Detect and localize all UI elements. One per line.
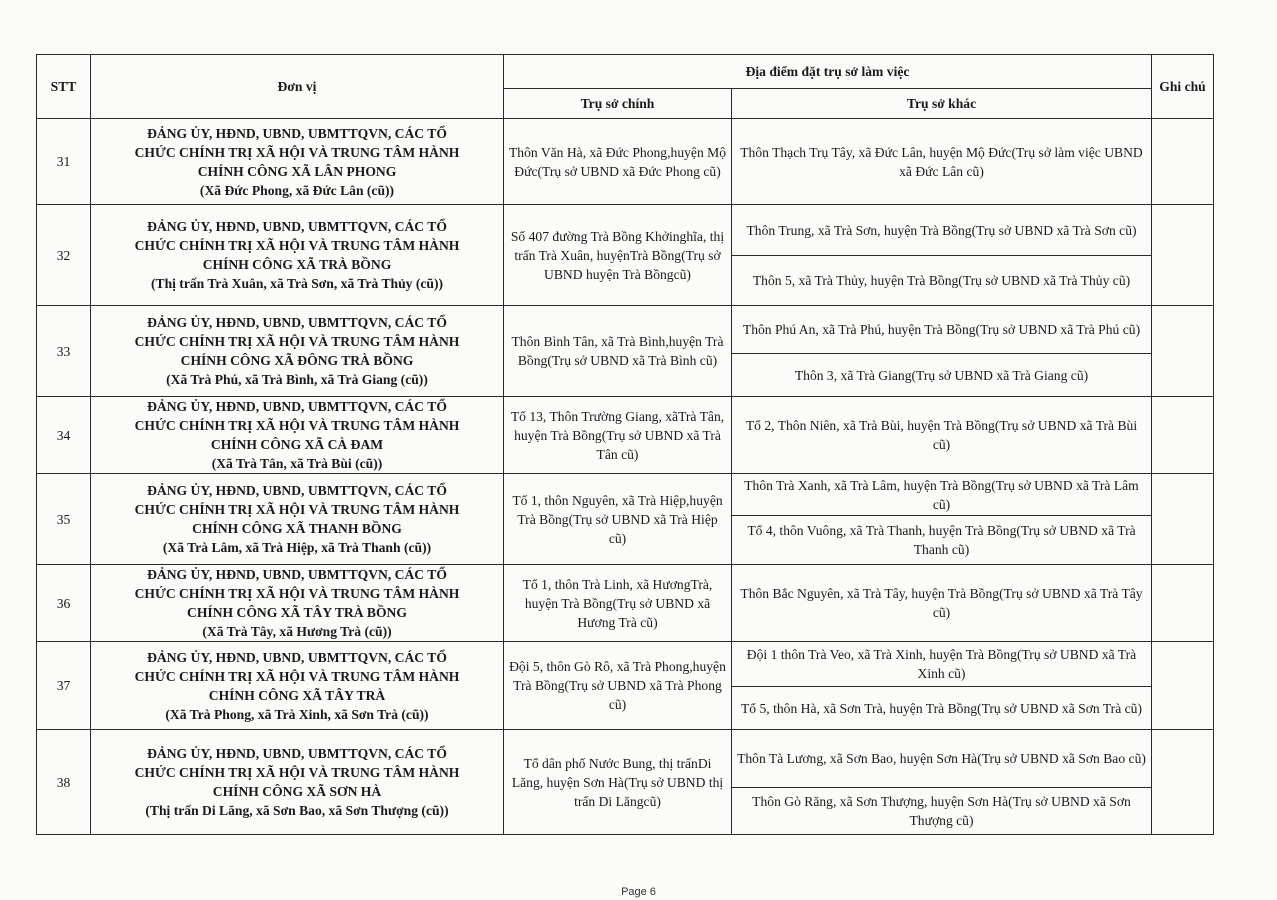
text-line: CHÍNH CÔNG XÃ LÂN PHONG — [197, 163, 397, 179]
row-main-office — [504, 397, 732, 474]
row-stt: 31 — [37, 119, 91, 205]
text-line: ĐẢNG ỦY, HĐND, UBND, UBMTTQVN, CÁC TỔ — [147, 125, 447, 141]
text-line: Trà Tân, huyện Trà Bồng — [514, 408, 725, 443]
text-line: CHÍNH CÔNG XÃ TRÀ BỒNG — [202, 257, 392, 272]
row-other-office — [732, 687, 1152, 730]
text-line: CHỨC CHÍNH TRỊ XÃ HỘI VÀ TRUNG TÂM HÀNH — [134, 418, 460, 433]
office-locations-table — [36, 54, 1214, 835]
text-line: huyện Trà Bồng — [517, 492, 723, 527]
row-other-office — [732, 354, 1152, 397]
row-unit — [91, 474, 504, 565]
text-line: Di Lăng, huyện Sơn Hà — [511, 755, 712, 790]
text-line: (Trụ sở UBND xã Trà Tây cũ) — [932, 586, 1143, 620]
text-line: ĐẢNG ỦY, HĐND, UBND, UBMTTQVN, CÁC TỔ — [147, 746, 447, 761]
row-main-office — [504, 642, 732, 730]
text-line: Tổ dân phố Nước Bung, thị trấn — [523, 755, 698, 771]
row-unit — [91, 730, 504, 835]
text-line: Thôn Trung, xã Trà Sơn, huyện Trà Bồng — [746, 222, 972, 238]
text-line: Tổ 2, Thôn Niên, xã Trà Bùi, huyện Trà Bồng — [745, 418, 995, 433]
table-row — [37, 565, 1214, 642]
text-line: (Xã Trà Tây, xã Hương Trà (cũ)) — [202, 624, 392, 639]
text-line: (Trụ sở UBND xã Trà Tân cũ) — [596, 427, 721, 462]
row-unit — [91, 205, 504, 306]
row-main-office — [504, 306, 732, 397]
text-line: (Xã Trà Lâm, xã Trà Hiệp, xã Trà Thanh (cũ)) — [162, 540, 432, 555]
text-line: cũ) — [643, 793, 661, 809]
table-row — [37, 119, 1214, 205]
table-row — [37, 397, 1214, 474]
header-other-office: Trụ sở khác — [732, 89, 1152, 119]
text-line: Thôn Tà Lương, xã Sơn Bao, huyện Sơn Hà — [737, 751, 978, 766]
page-number: Page 6 — [621, 886, 656, 898]
text-line: Thôn 5, xã Trà Thủy, huyện Trà Bồng — [752, 273, 959, 288]
row-other-office — [732, 256, 1152, 306]
row-unit — [91, 119, 504, 205]
text-line: Thôn Thạch Trụ Tây, xã Đức Lân, huyện Mộ Đức — [740, 144, 1012, 160]
row-other-office — [732, 565, 1152, 642]
row-other-office — [732, 119, 1152, 205]
row-stt: 34 — [37, 397, 91, 474]
text-line: CHÍNH CÔNG XÃ CÀ ĐAM — [210, 437, 384, 452]
text-line: CHỨC CHÍNH TRỊ XÃ HỘI VÀ TRUNG TÂM HÀNH — [134, 502, 460, 517]
row-main-office — [504, 730, 732, 835]
text-line: (Trụ sở UBND xã Hương Trà cũ) — [577, 595, 711, 630]
row-unit — [91, 397, 504, 474]
text-line: (Trụ sở UBND xã Trà Thanh cũ) — [913, 523, 1136, 557]
row-stt: 36 — [37, 565, 91, 642]
table-row — [37, 730, 1214, 788]
text-line: CHÍNH CÔNG XÃ ĐÔNG TRÀ BỒNG — [180, 353, 414, 368]
text-line: CHÍNH CÔNG XÃ SƠN HÀ — [212, 784, 382, 799]
text-line: Thôn Trà Xanh, xã Trà Lâm, huyện Trà Bồng — [744, 477, 992, 493]
text-line: CHỨC CHÍNH TRỊ XÃ HỘI VÀ TRUNG TÂM HÀNH — [134, 765, 460, 780]
text-line: Trà Bồng — [629, 247, 682, 263]
header-main-office: Trụ sở chính — [504, 89, 732, 119]
row-note — [1152, 730, 1214, 835]
text-line: nghĩa, thị trấn Trà Xuân, huyện — [514, 228, 725, 263]
row-unit — [91, 642, 504, 730]
text-line: ĐẢNG ỦY, HĐND, UBND, UBMTTQVN, CÁC TỔ — [147, 649, 447, 665]
table-row — [37, 642, 1214, 687]
text-line: Tổ 1, thôn Nguyên, xã Trà Hiệp, — [512, 492, 690, 508]
text-line: (Trụ sở UBND xã Trà Xinh cũ) — [917, 647, 1137, 681]
table-row — [37, 205, 1214, 256]
text-line: (Trụ sở UBND thị trấn Di Lăng — [574, 774, 724, 809]
table-body — [37, 119, 1214, 835]
row-other-office — [732, 474, 1152, 516]
text-line: ĐẢNG ỦY, HĐND, UBND, UBMTTQVN, CÁC TỔ — [147, 315, 447, 330]
row-other-office — [732, 516, 1152, 565]
text-line: Trà, huyện Trà Bồng — [524, 576, 713, 611]
text-line: CHÍNH CÔNG XÃ TÂY TRÀ — [208, 687, 386, 703]
text-line: huyện Trà Bồng — [513, 659, 726, 693]
text-line: Thôn Bình Tân, xã Trà Bình, — [511, 334, 669, 349]
text-line: Thôn Gò Răng, xã Sơn Thượng, huyện Sơn Hà — [752, 794, 1009, 809]
row-main-office — [504, 119, 732, 205]
text-line: (Thị trấn Trà Xuân, xã Trà Sơn, xã Trà Thủy (cũ)) — [150, 276, 444, 291]
row-stt: 35 — [37, 474, 91, 565]
text-line: CHỨC CHÍNH TRỊ XÃ HỘI VÀ TRUNG TÂM HÀNH — [134, 586, 460, 601]
text-line: CHỨC CHÍNH TRỊ XÃ HỘI VÀ TRUNG TÂM HÀNH — [134, 144, 460, 160]
text-line: (Thị trấn Di Lăng, xã Sơn Bao, xã Sơn Thượng (cũ)) — [145, 803, 449, 818]
row-stt: 32 — [37, 205, 91, 306]
text-line: (Trụ sở UBND xã Sơn Thượng cũ) — [909, 794, 1131, 828]
text-line: (Trụ sở UBND xã Trà Bình cũ) — [547, 353, 718, 368]
text-line: huyện Mộ Đức — [514, 144, 727, 179]
text-line: ĐẢNG ỦY, HĐND, UBND, UBMTTQVN, CÁC TỔ — [147, 219, 447, 234]
text-line: Thôn Bắc Nguyên, xã Trà Tây, huyện Trà Bồng — [740, 586, 1000, 601]
row-stt: 37 — [37, 642, 91, 730]
text-line: cũ) — [673, 266, 691, 282]
text-line: Thôn 3, xã Trà Giang — [794, 367, 912, 383]
text-line: (Trụ sở UBND xã Trà Giang cũ) — [911, 367, 1089, 383]
text-line: huyện Trà Bồng — [517, 334, 724, 368]
row-note — [1152, 119, 1214, 205]
text-line: CHỨC CHÍNH TRỊ XÃ HỘI VÀ TRUNG TÂM HÀNH — [134, 668, 460, 684]
text-line: ĐẢNG ỦY, HĐND, UBND, UBMTTQVN, CÁC TỔ — [147, 567, 447, 582]
text-line: CHÍNH CÔNG XÃ THANH BỒNG — [192, 521, 402, 536]
row-unit — [91, 306, 504, 397]
text-line: Tổ 5, thôn Hà, xã Sơn Trà, huyện Trà Bồng — [741, 700, 978, 716]
text-line: Thôn Phú An, xã Trà Phú, huyện Trà Bồng — [742, 322, 976, 337]
row-main-office — [504, 565, 732, 642]
text-line: (Trụ sở UBND xã Trà Bùi cũ) — [932, 418, 1138, 452]
row-other-office — [732, 205, 1152, 256]
text-line: (Xã Đức Phong, xã Đức Lân (cũ)) — [199, 182, 395, 198]
row-stt: 33 — [37, 306, 91, 397]
text-line: Tổ 4, thôn Vuông, xã Trà Thanh, huyện Trà Bồng — [747, 523, 1017, 538]
text-line: (Trụ sở UBND huyện Trà Bồng — [544, 247, 721, 282]
text-line: (Trụ sở UBND xã Đức Phong cũ) — [537, 163, 721, 179]
table-row — [37, 474, 1214, 516]
header-note: Ghi chú — [1152, 55, 1214, 119]
text-line: Tổ 1, thôn Trà Linh, xã Hương — [522, 576, 691, 592]
row-main-office — [504, 205, 732, 306]
text-line: (Trụ sở UBND xã Sơn Trà cũ) — [977, 700, 1142, 716]
row-main-office — [504, 474, 732, 565]
text-line: (Trụ sở làm việc UBND xã Đức Lân cũ) — [899, 144, 1143, 179]
text-line: (Trụ sở UBND xã Trà Thủy cũ) — [958, 273, 1131, 288]
header-unit: Đơn vị — [91, 55, 504, 119]
text-line: Đội 1 thôn Trà Veo, xã Trà Xinh, huyện Trà Bồng — [746, 647, 1017, 662]
text-line: CHÍNH CÔNG XÃ TÂY TRÀ BỒNG — [187, 605, 407, 620]
row-other-office — [732, 397, 1152, 474]
text-line: Số 407 đường Trà Bồng Khởi — [510, 228, 673, 244]
text-line: Đội 5, thôn Gò Rô, xã Trà Phong, — [509, 659, 693, 674]
header-location: Địa điểm đặt trụ sở làm việc — [504, 55, 1152, 89]
text-line: (Trụ sở UBND xã Trà Phong cũ) — [564, 678, 722, 712]
text-line: (Trụ sở UBND xã Trà Phú cũ) — [975, 322, 1141, 337]
text-line: CHỨC CHÍNH TRỊ XÃ HỘI VÀ TRUNG TÂM HÀNH — [134, 238, 460, 253]
row-unit — [91, 565, 504, 642]
row-other-office — [732, 788, 1152, 835]
text-line: ĐẢNG ỦY, HĐND, UBND, UBMTTQVN, CÁC TỔ — [147, 399, 447, 414]
text-line: Tổ 13, Thôn Trường Giang, xã — [510, 408, 679, 424]
row-note — [1152, 205, 1214, 306]
row-note — [1152, 565, 1214, 642]
header-stt: STT — [37, 55, 91, 119]
row-other-office — [732, 730, 1152, 788]
text-line: (Trụ sở UBND xã Trà Lâm cũ) — [932, 477, 1139, 512]
text-line: CHỨC CHÍNH TRỊ XÃ HỘI VÀ TRUNG TÂM HÀNH — [134, 334, 460, 349]
text-line: (Trụ sở UBND xã Trà Sơn cũ) — [971, 222, 1137, 238]
text-line: ĐẢNG ỦY, HĐND, UBND, UBMTTQVN, CÁC TỔ — [147, 483, 447, 498]
text-line: Thôn Văn Hà, xã Đức Phong, — [508, 144, 671, 160]
row-other-office — [732, 642, 1152, 687]
row-note — [1152, 642, 1214, 730]
row-other-office — [732, 306, 1152, 354]
text-line: (Xã Trà Phong, xã Trà Xinh, xã Sơn Trà (cũ)) — [165, 706, 429, 722]
table-row — [37, 306, 1214, 354]
text-line: (Xã Trà Phú, xã Trà Bình, xã Trà Giang (cũ)) — [166, 372, 428, 387]
text-line: (Xã Trà Tân, xã Trà Bùi (cũ)) — [211, 456, 383, 471]
row-note — [1152, 397, 1214, 474]
text-line: (Trụ sở UBND xã Trà Hiệp cũ) — [568, 511, 718, 546]
text-line: (Trụ sở UBND xã Sơn Bao cũ) — [977, 751, 1146, 766]
row-stt: 38 — [37, 730, 91, 835]
row-note — [1152, 306, 1214, 397]
row-note — [1152, 474, 1214, 565]
